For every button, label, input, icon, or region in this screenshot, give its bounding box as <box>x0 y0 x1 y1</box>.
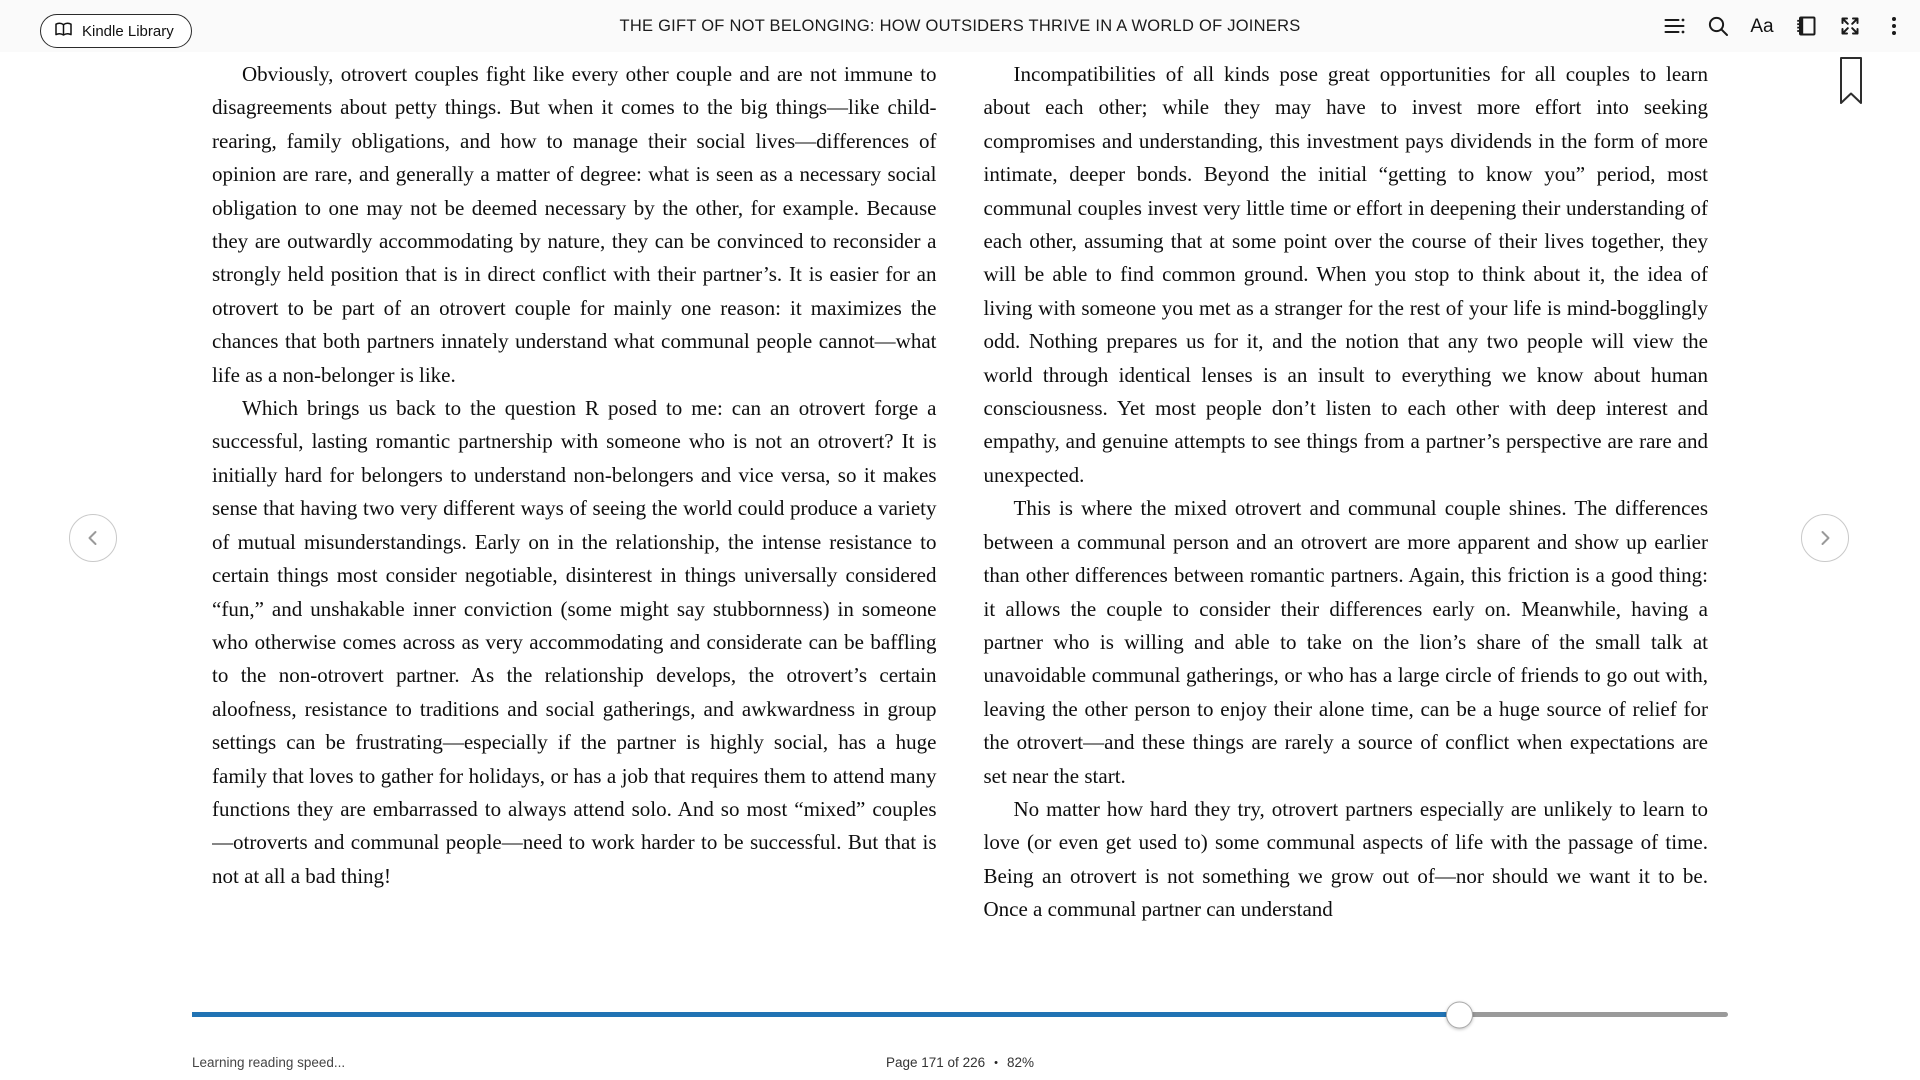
paragraph: Obviously, otrovert couples fight like every other couple and are not immune to disagreements about petty things. But when it comes to the big things—like child-rearing, family obligations, and how to manage their social lives—differences of opinion are rare, and generally a matter of degree: what is seen as a necessary social obligation to one may not be deemed necessary by the other, for example. Because they are outwardly accommodating by nature, they can be convinced to reconsider a strongly held position that is in direct conflict with their partner’s. It is easier for an otrovert to be part of an otrovert couple for mainly one reason: it maximizes the chances that both partners innately understand what communal people cannot—what life as a non-belonger is like. <box>212 62 937 387</box>
bookmark-icon[interactable] <box>1840 57 1862 110</box>
page-number-text: Page 171 of 226 <box>886 1055 986 1070</box>
reading-speed-status: Learning reading speed... <box>192 1055 346 1070</box>
more-options-icon[interactable] <box>1882 14 1906 38</box>
page-indicator <box>0 1055 1920 1070</box>
open-book-icon <box>54 21 73 42</box>
right-page-column <box>984 52 1709 997</box>
page-layout-icon[interactable] <box>1794 14 1818 38</box>
previous-page-button[interactable] <box>69 514 117 562</box>
paragraph: This is where the mixed otrovert and communal couple shines. The differences between a communal person and an otrovert are more apparent and show up earlier than other differences between romantic partners. Again, this friction is a good thing: it allows the couple to consider their differences early on. Meanwhile, having a partner who is willing and able to take on the lion’s share of the small talk at unavoidable communal gatherings, or who has a large circle of friends to go out with, leaving the other person to enjoy their alone time, can be a huge source of relief for the otrovert—and these things are rarely a source of conflict when expectations are set near the start. <box>983 496 1708 788</box>
kindle-library-label: Kindle Library <box>82 22 174 40</box>
slider-handle[interactable] <box>1446 1001 1473 1028</box>
chevron-right-icon <box>1816 529 1834 547</box>
next-page-button[interactable] <box>1801 514 1849 562</box>
paragraph: Incompatibilities of all kinds pose great opportunities for all couples to learn about each other; while they may have to invest more effort into seeking compromises and understanding, this investment pays dividends in the form of more intimate, deeper bonds. Beyond the initial “getting to know you” period, most communal couples invest very little time or effort in deepening their understanding of each other, assuming that at some point over the course of their lives together, they will be able to find common ground. When you stop to think about it, the idea of living with someone you met as a stranger for the rest of your life is mind-bogglingly odd. Nothing prepares us for it, and the notion that any two people will view the world through identical lenses is an insult to everything we know about human consciousness. Yet most people don’t listen to each other with deep interest and empathy, and genuine attempts to see things from a partner’s perspective are rare and unexpected. <box>983 62 1708 487</box>
search-icon[interactable] <box>1706 14 1730 38</box>
paragraph: Which brings us back to the question R posed to me: can an otrovert forge a successful, lasting romantic partnership with someone who is not an otrovert? It is initially hard for belongers to understand non-belongers and vice versa, so it makes sense that having two very different ways of seeing the world could produce a variety of mutual misunderstandings. Early on in the relationship, the intense resistance to certain things most consider negotiable, disinterest in things universally considered “fun,” and unshakable inner conviction (some might say stubbornness) in someone who otherwise comes across as very accommodating and considerate can be baffling to the non-otrovert partner. As the relationship develops, the otrovert’s certain aloofness, resistance to traditions and social gatherings, and awkwardness in group settings can be frustrating—especially if the partner is highly social, has a huge family that loves to gather for holidays, or has a job that requires them to attend many functions they are embarrassed to always attend solo. And so most “mixed” couples—otroverts and communal people—need to work harder to be successful. But that is not at all a bad thing! <box>212 396 937 888</box>
chevron-left-icon <box>84 529 102 547</box>
paragraph: No matter how hard they try, otrovert partners especially are unlikely to learn to love (or even get used to) some communal aspects of life with the passage of time. Being an otrovert is not something we grow out of—nor should we want it to be. Once a communal partner can understand <box>983 796 1708 922</box>
font-settings-icon[interactable]: Aa <box>1750 15 1774 37</box>
left-page-column <box>212 52 937 997</box>
fullscreen-icon[interactable] <box>1838 14 1862 38</box>
book-title: THE GIFT OF NOT BELONGING: HOW OUTSIDERS THRIVE IN A WORLD OF JOINERS <box>619 16 1301 35</box>
kindle-library-button[interactable] <box>40 14 192 48</box>
percent-read-text: 82% <box>1006 1055 1034 1070</box>
slider-progress-fill <box>192 1012 1459 1017</box>
toolbar-icon-group <box>1662 0 1906 52</box>
separator-dot: • <box>994 1057 998 1069</box>
top-toolbar <box>0 0 1920 52</box>
reading-area <box>212 52 1708 997</box>
reading-progress-slider[interactable] <box>192 1012 1728 1017</box>
toc-icon[interactable] <box>1662 14 1686 38</box>
